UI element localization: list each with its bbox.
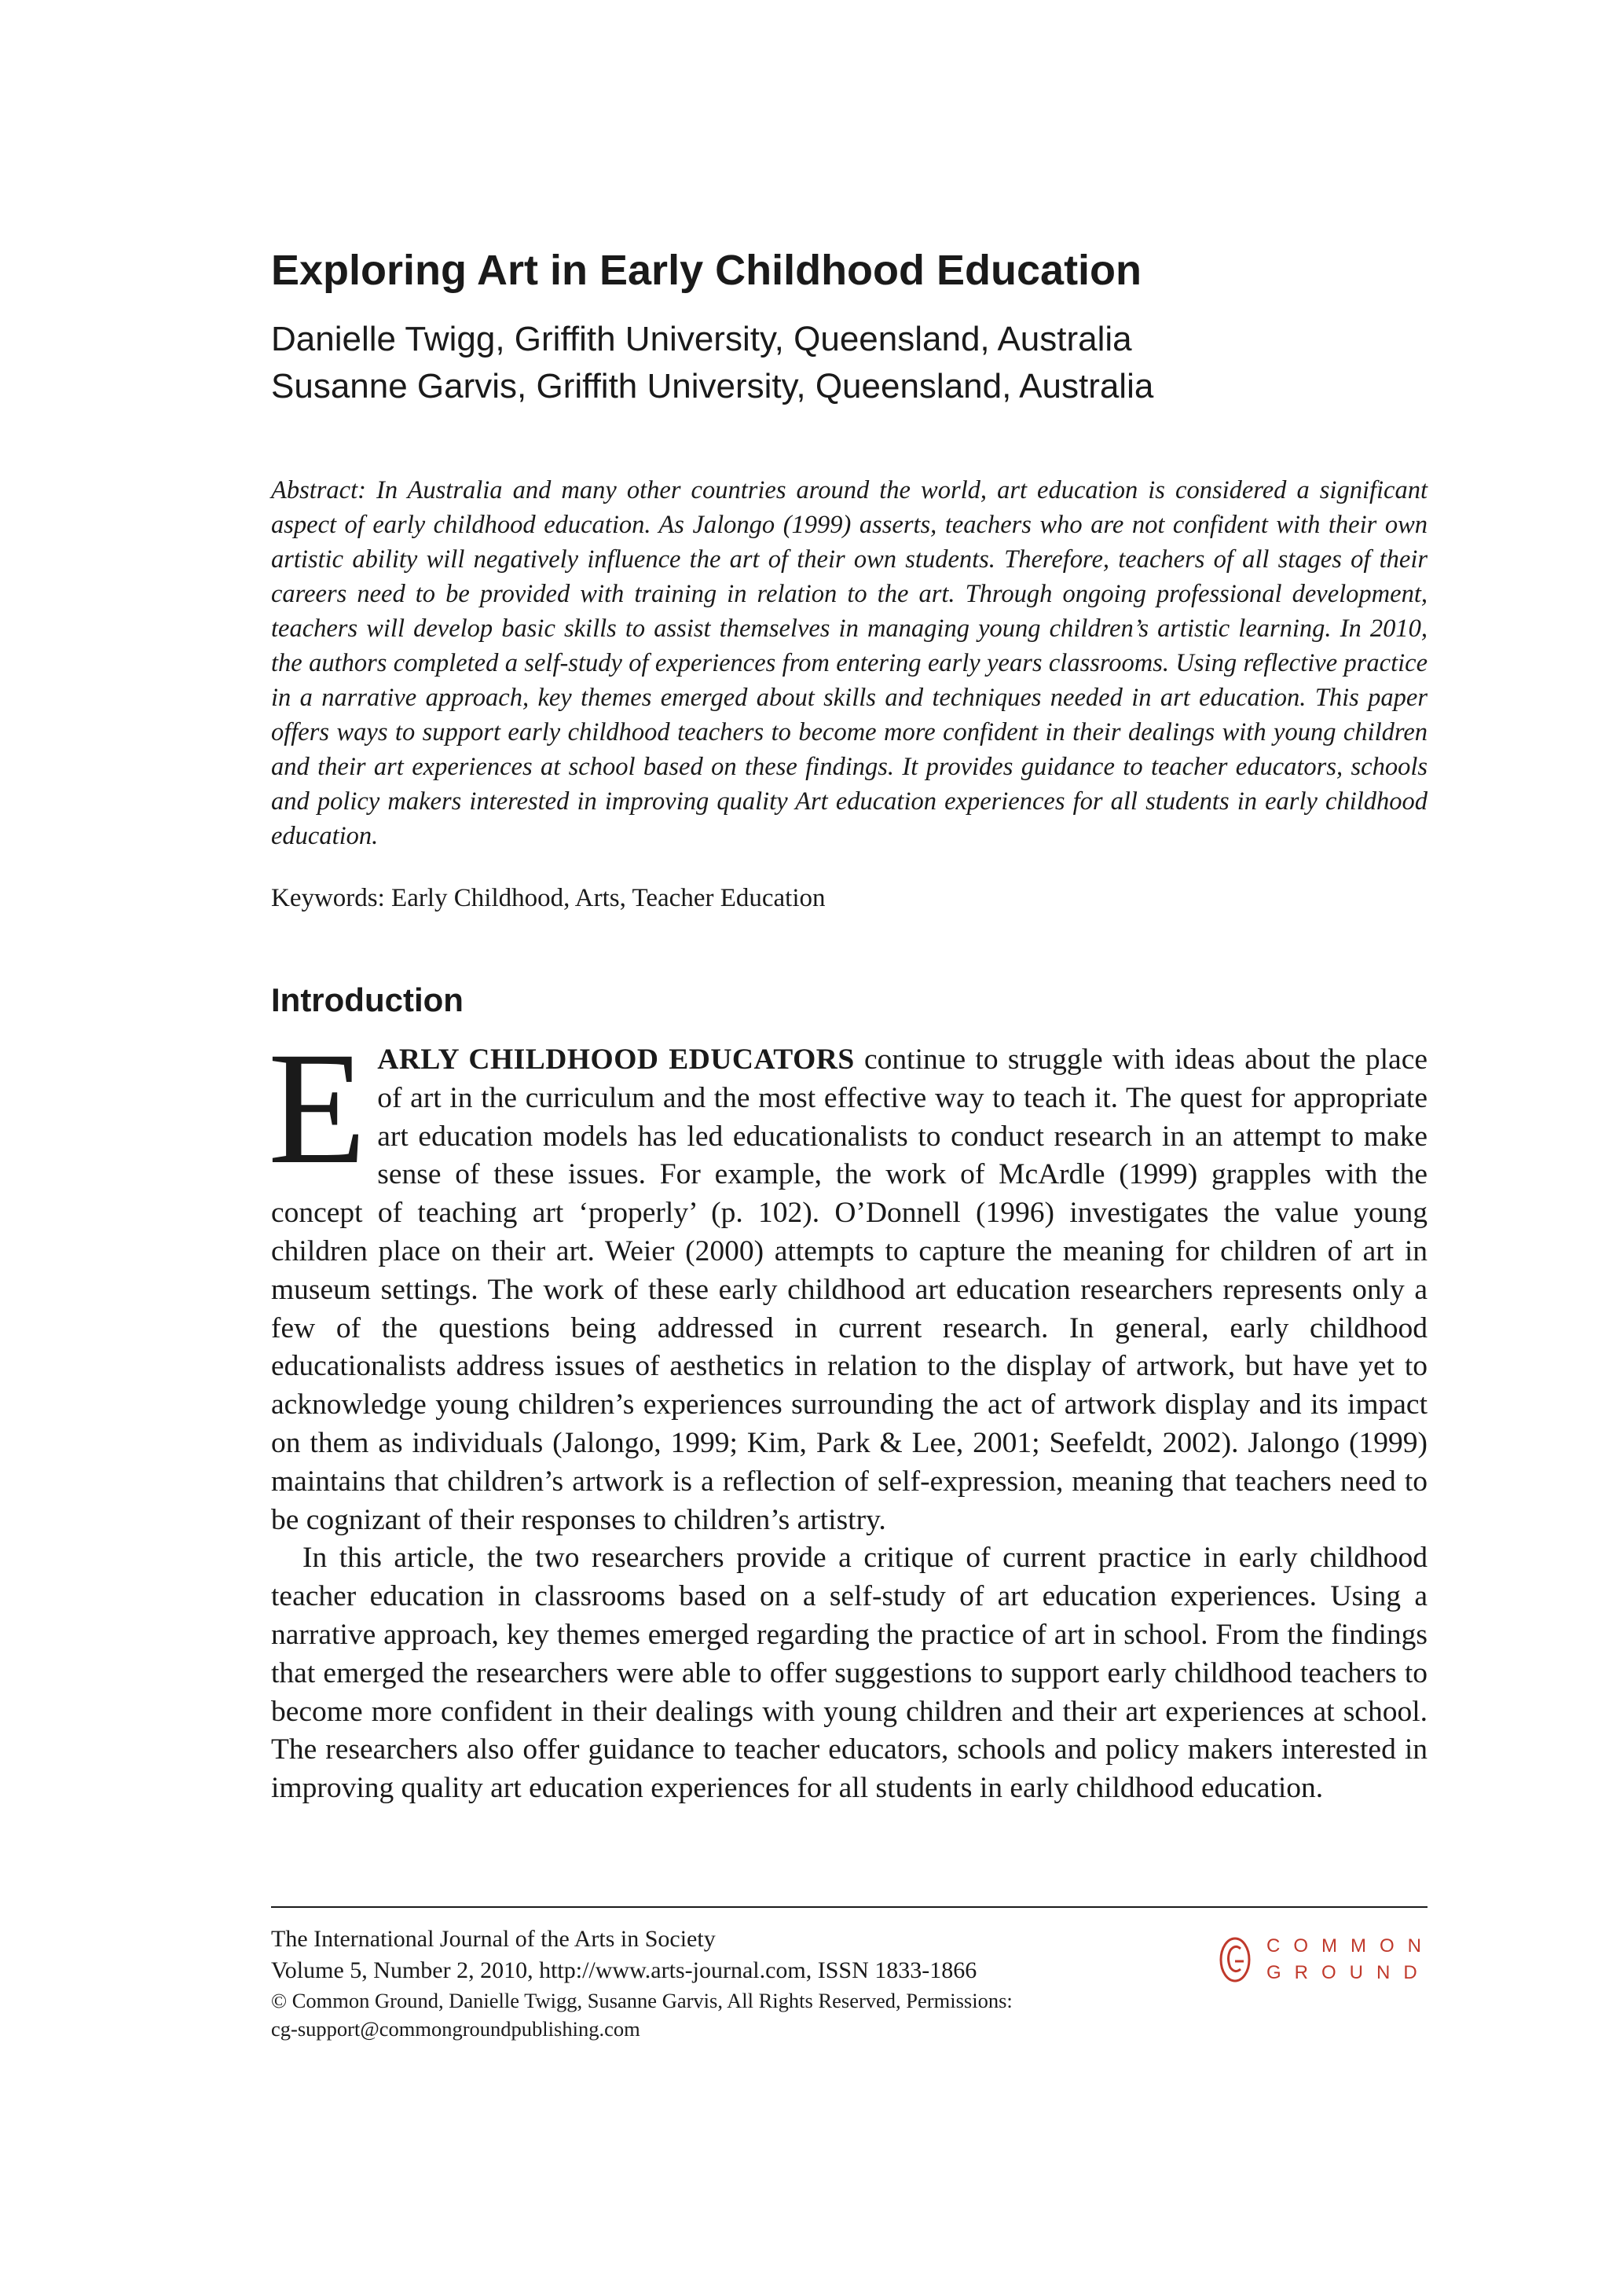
author-line-1: Danielle Twigg, Griffith University, Queensland, Australia <box>271 320 1132 358</box>
journal-volume: Volume 5, Number 2, 2010, http://www.arts-journal.com, ISSN 1833-1866 <box>271 1957 977 1983</box>
paper-title: Exploring Art in Early Childhood Education <box>271 247 1142 294</box>
footer-divider <box>271 1906 1428 1908</box>
author-list <box>271 316 1153 410</box>
common-ground-logo <box>1218 1933 1435 1988</box>
journal-name: The International Journal of the Arts in Society <box>271 1926 716 1952</box>
section-heading-introduction: Introduction <box>271 981 464 1018</box>
abstract: Abstract: In Australia and many other countries around the world, art education is considered a significant aspect of early childhood education. As Jalongo (1999) asserts, teachers who are not confident with their own artistic ability will negatively influence the art of their own students. Therefore, teachers of all stages of their careers need to be provided with training in relation to the art. Through ongoing professional development, teachers will develop basic skills to assist themselves in managing young children’s artistic learning. In 2010, the authors completed a self-study of experiences from entering early years classrooms. Using reflective practice in a narrative approach, key themes emerged about skills and techniques needed in art education. This paper offers ways to support early childhood teachers to become more confident in their dealings with young children and their art experiences at school based on these findings. It provides guidance to teacher educators, schools and policy makers interested in improving quality Art education experiences for all students in early childhood education. <box>271 476 1428 850</box>
drop-cap: E <box>268 1019 367 1198</box>
journal-footer <box>271 1924 1135 2043</box>
keywords: Keywords: Early Childhood, Arts, Teacher Education <box>271 884 826 912</box>
paragraph-1-text: continue to struggle with ideas about the place of art in the curriculum and the most effective way to teach it. The quest for appropriate art education models has led educationalists to conduct research in an attempt to make sense of these issues. For example, the work of McArdle (1999) grapples with the concept of teaching art ‘properly’ (p. 102). O’Donnell (1996) investigates the value young children place on their art. Weier (2000) attempts to capture the meaning for children of art in museum settings. The work of these early childhood art education researchers represents only a few of the questions being addressed in current research. In general, early childhood educationalists address issues of aesthetics in relation to the display of artwork, but have yet to acknowledge young children’s experiences surrounding the act of artwork display and its impact on them as individuals (Jalongo, 1999; Kim, Park & Lee, 2001; Seefeldt, 2002). Jalongo (1999) maintains that children’s artwork is a reflection of self-expression, meaning that teachers need to be cognizant of their responses to children’s artistry. <box>271 1043 1428 1536</box>
lead-words: ARLY CHILDHOOD EDUCATORS <box>377 1043 855 1076</box>
logo-wordmark <box>1266 1933 1435 1986</box>
copyright-notice: © Common Ground, Danielle Twigg, Susanne Garvis, All Rights Reserved, Permissions: <box>271 1989 1013 2012</box>
author-line-2: Susanne Garvis, Griffith University, Queensland, Australia <box>271 367 1154 405</box>
introduction-body <box>268 1019 1428 1808</box>
introduction-paragraph-2: In this article, the two researchers provide a critique of current practice in early childhood teacher education in classrooms based on a self-study of art education experiences. Using a narrative approach, key themes emerged regarding the practice of art in school. From the findings that emerged the researchers were able to offer suggestions to support early childhood teachers to become more confident in their dealings with young children and their art experiences at school. The researchers also offer guidance to teacher educators, schools and policy makers interested in improving quality art education experiences for all students in early childhood education. <box>271 1542 1428 1805</box>
logo-word-ground: GROUND <box>1266 1962 1431 1983</box>
permissions-email: cg-support@commongroundpublishing.com <box>271 2017 640 2041</box>
introduction-paragraph-1 <box>268 1019 1428 1539</box>
logo-word-common: COMMON <box>1266 1935 1435 1957</box>
common-ground-logo-icon <box>1218 1935 1252 1985</box>
